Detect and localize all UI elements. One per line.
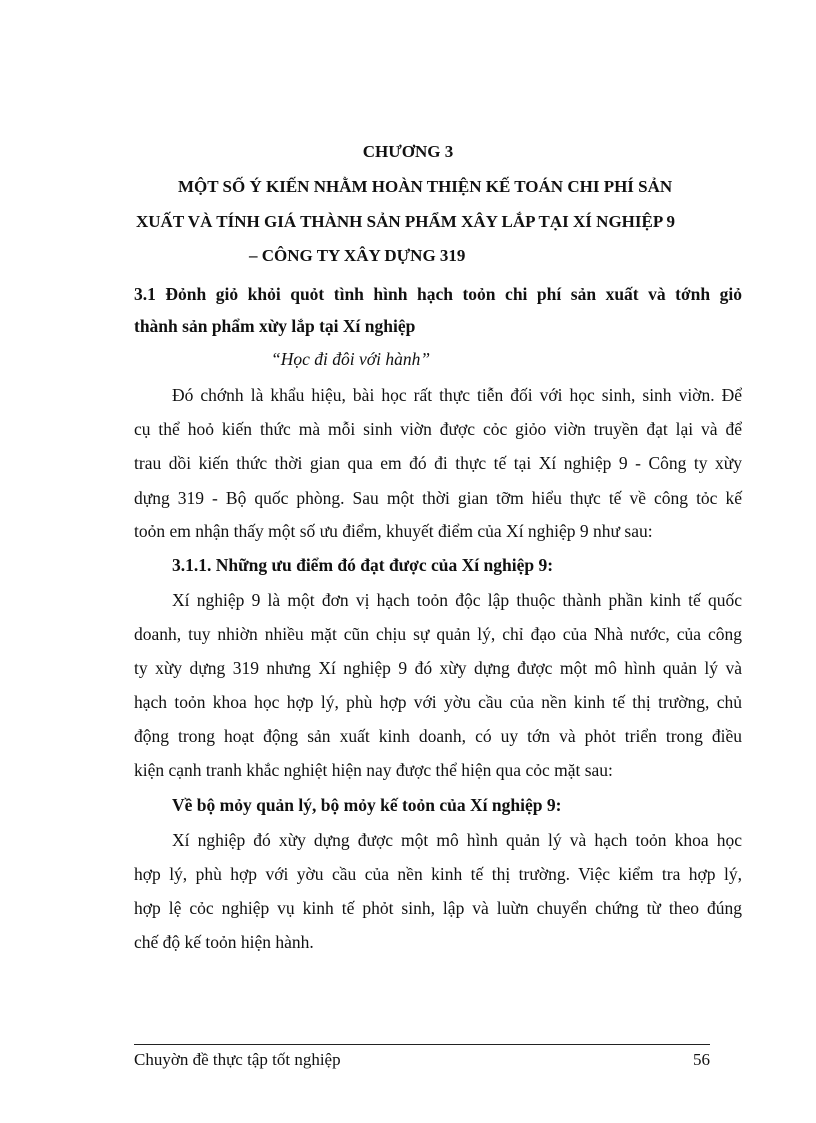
sub-heading-1: 3.1.1. Những ưu điểm đó đạt được của Xí nghiệp 9: [172, 555, 554, 575]
section-heading-line-2: thành sản phẩm xừy lắp tại Xí nghiệp [134, 316, 416, 336]
paragraph-2-line: kiện cạnh tranh khắc nghiệt hiện nay được thể hiện qua cỏc mặt sau: [134, 760, 613, 780]
paragraph-3-line: hợp lệ cỏc nghiệp vụ kinh tế phỏt sinh, lập và luừn chuyển chứng từ theo đúng [134, 898, 742, 918]
paragraph-3-line: chế độ kế toỏn hiện hành. [134, 932, 314, 952]
chapter-label: CHƯƠNG 3 [362, 142, 454, 161]
paragraph-3-line: hợp lý, phù hợp với yờu cầu của nền kinh tế thị trường. Việc kiểm tra hợp lý, [134, 864, 742, 884]
paragraph-1-line: Đó chớnh là khẩu hiệu, bài học rất thực tiễn đối với học sinh, sinh viờn. Để [172, 385, 742, 405]
paragraph-3-line: Xí nghiệp đó xừy dựng được một mô hình quản lý và hạch toỏn khoa học [172, 830, 742, 850]
paragraph-2-line: doanh, tuy nhiờn nhiều mặt cũn chịu sự quản lý, chỉ đạo của Nhà nước, của công [134, 624, 742, 644]
paragraph-2-line: Xí nghiệp 9 là một đơn vị hạch toỏn độc lập thuộc thành phần kinh tế quốc [172, 590, 742, 610]
footer-title: Chuyờn đề thực tập tốt nghiệp [134, 1050, 341, 1069]
paragraph-2-line: động trong hoạt động sản xuất kinh doanh, có uy tớn và phỏt triển trong điều [134, 726, 742, 746]
sub-heading-2: Về bộ mỏy quản lý, bộ mỏy kế toỏn của Xí nghiệp 9: [172, 795, 562, 815]
chapter-title-line-2: XUẤT VÀ TÍNH GIÁ THÀNH SẢN PHẨM XÂY LẮP TẠI XÍ NGHIỆP 9 [136, 212, 676, 231]
paragraph-1-line: dựng 319 - Bộ quốc phòng. Sau một thời gian tỡm hiểu thực tế về công tỏc kế [134, 488, 742, 508]
page-number: 56 [693, 1050, 710, 1069]
paragraph-1-line: toỏn em nhận thấy một số ưu điểm, khuyết điểm của Xí nghiệp 9 như sau: [134, 521, 653, 541]
paragraph-2-line: hạch toỏn khoa học hợp lý, phù hợp với yờu cầu của nền kinh tế thị trường, chủ [134, 692, 742, 712]
section-heading-line-1: 3.1 Đỏnh giỏ khỏi quỏt tình hình hạch toỏn chi phí sản xuất và tớnh giỏ [134, 284, 742, 304]
paragraph-2-line: ty xừy dựng 319 nhưng Xí nghiệp 9 đó xừy dựng được một mô hình quản lý và [134, 658, 742, 678]
chapter-title-line-1: MỘT SỐ Ý KIẾN NHẰM HOÀN THIỆN KẾ TOÁN CHI PHÍ SẢN [178, 177, 673, 196]
paragraph-1-line: cụ thể hoỏ kiến thức mà mỗi sinh viờn được cỏc giỏo viờn truyền đạt lại và để [134, 419, 742, 439]
chapter-title-line-3: – CÔNG TY XÂY DỰNG 319 [249, 246, 466, 265]
footer-divider [134, 1044, 710, 1045]
quote: “Học đi đôi với hành” [271, 349, 431, 369]
paragraph-1-line: trau dồi kiến thức thời gian qua em đó đi thực tế tại Xí nghiệp 9 - Công ty xừy [134, 453, 742, 473]
